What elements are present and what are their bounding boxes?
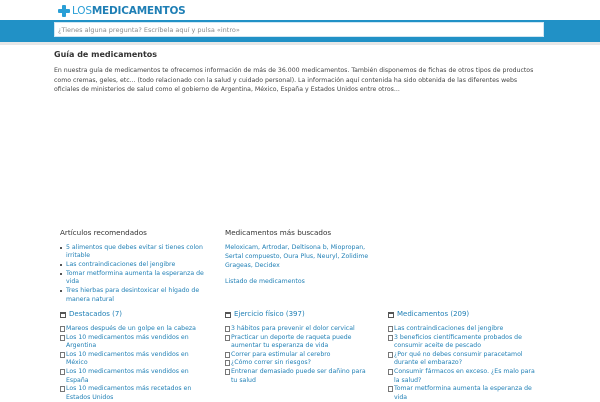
document-icon	[60, 352, 65, 358]
list-item[interactable]	[60, 334, 212, 351]
most-searched-title: Medicamentos más buscados	[225, 228, 332, 237]
document-icon	[225, 335, 230, 341]
header-divider	[0, 42, 600, 45]
list-item-label: Practicar un deporte de raqueta puede aumentar tu esperanza de vida	[231, 333, 352, 350]
list-item[interactable]	[60, 385, 212, 402]
top-bar	[0, 0, 600, 20]
logo-text	[72, 5, 186, 17]
search-bar	[0, 20, 600, 42]
list-item[interactable]	[225, 368, 373, 385]
recommended-article-link[interactable]: Tres hierbas para desintoxicar el hígado de manera natural	[60, 287, 210, 303]
list-item[interactable]	[388, 368, 538, 385]
intro-text: En nuestra guía de medicamentos te ofrecemos información de más de 36.000 medicamentos. También disponemos de fichas de otros tipos de productos como cremas, geles, etc... (todo relacionado con la salud y cuidado personal). La información aquí contenida ha sido obtenida de las diferentes webs oficiales de ministerios de salud como el gobierno de Argentina, México, España y Estados Unidos entre otros...	[54, 67, 534, 94]
list-item-label: 3 beneficios científicamente probados de consumir aceite de pescado	[394, 333, 522, 350]
document-icon	[225, 326, 230, 332]
list-item[interactable]	[225, 359, 373, 368]
document-icon	[388, 369, 393, 375]
list-item-label: Correr para estimular al cerebro	[231, 350, 331, 358]
category-title-destacados[interactable]	[60, 310, 122, 319]
page-title: Guía de medicamentos	[54, 50, 158, 59]
list-item[interactable]	[225, 334, 373, 351]
calendar-icon	[60, 312, 66, 318]
site-logo[interactable]	[58, 4, 186, 18]
most-searched-list[interactable]: Meloxicam, Artrodar, Deltisona b, Miopropan, Sertal compuesto, Oura Plus, Neuryl, Zolidime Grageas, Decidex	[225, 244, 369, 270]
category-title-label: Ejercicio físico (397)	[234, 310, 305, 318]
list-item-label: Las contraindicaciones del jengibre	[394, 325, 504, 332]
list-item-label: ¿Cómo correr sin riesgos?	[231, 359, 311, 367]
document-icon	[60, 326, 65, 332]
list-item-label: Los 10 medicamentos más vendidos en España	[66, 367, 189, 384]
document-icon	[60, 369, 65, 375]
list-item[interactable]	[60, 368, 212, 385]
category-list-destacados	[60, 325, 212, 402]
category-list-ejercicio	[225, 325, 373, 385]
recommended-articles-list	[60, 244, 210, 304]
list-item[interactable]	[60, 351, 212, 368]
document-icon	[388, 386, 393, 392]
list-item[interactable]	[225, 325, 373, 334]
list-item-label: Los 10 medicamentos más vendidos en México	[66, 350, 189, 367]
category-title-label: Destacados (7)	[69, 310, 123, 318]
list-item-label: Tomar metformina aumenta la esperanza de vida	[394, 385, 532, 401]
category-title-medicamentos[interactable]	[388, 310, 469, 319]
recommended-articles-title: Artículos recomendados	[60, 228, 147, 237]
list-item-label: Mareos después de un golpe en la cabeza	[66, 325, 196, 332]
category-list-medicamentos	[388, 325, 538, 402]
list-item[interactable]	[388, 351, 538, 368]
medicines-list-link[interactable]: Listado de medicamentos	[225, 278, 305, 285]
main-content	[54, 50, 544, 95]
calendar-icon	[225, 312, 231, 318]
document-icon	[388, 352, 393, 358]
logo-med-text: MEDICAMENTOS	[91, 5, 186, 17]
recommended-article-link[interactable]: Las contraindicaciones del jengibre	[60, 261, 210, 269]
search-input[interactable]: ¿Tienes alguna pregunta? Escríbela aquí y pulsa «intro»	[54, 22, 544, 37]
document-icon	[225, 369, 230, 375]
medical-cross-icon	[58, 5, 70, 17]
recommended-article-link[interactable]: 5 alimentos que debes evitar si tienes colon irritable	[60, 244, 210, 260]
category-title-label: Medicamentos (209)	[397, 310, 470, 318]
list-item[interactable]	[388, 334, 538, 351]
list-item-label: Entrenar demasiado puede ser dañino para tu salud	[231, 367, 366, 384]
document-icon	[225, 352, 230, 358]
list-item-label: Consumir fármacos en exceso. ¿Es malo para la salud?	[394, 367, 535, 384]
list-item[interactable]	[60, 325, 212, 334]
list-item[interactable]	[388, 325, 538, 334]
calendar-icon	[388, 312, 394, 318]
document-icon	[60, 386, 65, 392]
list-item-label: ¿Por qué no debes consumir paracetamol durante el embarazo?	[394, 350, 523, 367]
list-item-label: 3 hábitos para prevenir el dolor cervical	[231, 325, 355, 332]
document-icon	[225, 360, 230, 366]
list-item[interactable]	[388, 385, 538, 402]
document-icon	[60, 335, 65, 341]
recommended-article-link[interactable]: Tomar metformina aumenta la esperanza de vida	[60, 270, 210, 286]
document-icon	[388, 335, 393, 341]
logo-los-text: LOS	[72, 5, 92, 17]
document-icon	[388, 326, 393, 332]
list-item-label: Los 10 medicamentos más recetados en Estados Unidos	[66, 385, 192, 401]
list-item-label: Los 10 medicamentos más vendidos en Argentina	[66, 333, 189, 350]
category-title-ejercicio[interactable]	[225, 310, 305, 319]
